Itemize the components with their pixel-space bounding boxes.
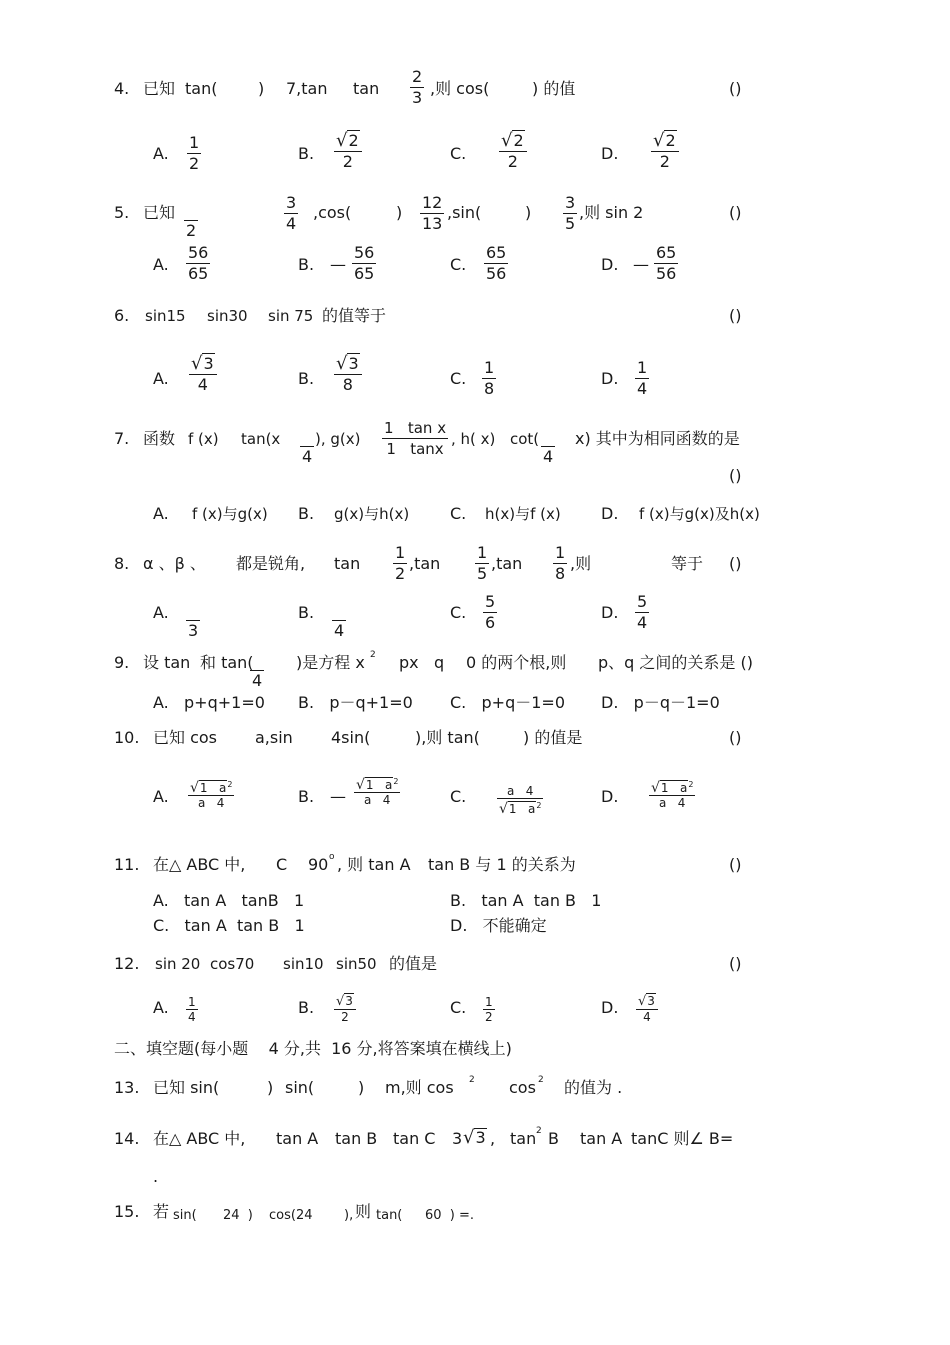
section-heading: 二、填空题(每小题 4 分,共 16 分,将答案填在横线上)	[114, 1039, 512, 1058]
q7-fraction: 4	[302, 447, 313, 466]
q5-fraction: 3 4	[286, 193, 297, 233]
option-b-label: B.	[298, 255, 315, 274]
q15-number: 15.	[114, 1202, 140, 1221]
q10-number: 10.	[114, 728, 140, 747]
q15-stem: 则	[355, 1202, 372, 1221]
option-b-fraction: √3 2	[334, 993, 356, 1024]
option-a-label: A.	[153, 504, 169, 523]
option-d-text: f (x)与g(x)及h(x)	[639, 505, 760, 523]
option-c-label: C.	[450, 998, 467, 1017]
option-a-fraction: 1 4	[188, 995, 196, 1024]
q7-stem: tan(x	[241, 430, 281, 448]
option-a-label: A.	[153, 603, 169, 622]
option-a-fraction: 1 2	[189, 133, 200, 173]
q9-stem: p、q 之间的关系是 ()	[598, 653, 753, 672]
q4-stem: 已知	[143, 79, 176, 98]
answer-parentheses: ()	[729, 203, 742, 222]
q4-stem: tan	[353, 79, 380, 98]
option-a-label: A.	[153, 787, 169, 806]
q4-stem: )	[258, 79, 265, 98]
option-d-label: D.	[601, 998, 619, 1017]
q9-stem: q	[434, 653, 445, 672]
answer-parentheses: ()	[729, 954, 742, 973]
q7-stem: ), g(x)	[315, 430, 361, 448]
q13-stem: )	[358, 1078, 365, 1097]
option-d-fraction: √1 $a^2$ a 4	[651, 780, 694, 810]
q5-stem: ,sin(	[447, 203, 482, 222]
option-d-fraction: √2 2	[651, 130, 679, 172]
q10-stem: 已知 cos	[153, 728, 218, 747]
q13-stem: 的值为 .	[564, 1078, 623, 1097]
q15-stem: sin(	[173, 1208, 197, 1223]
option-c-fraction: √2 2	[499, 130, 527, 172]
option-c-text: C. tan A tan B 1	[153, 916, 305, 935]
q11-number: 11.	[114, 855, 140, 874]
q15-stem: cos(24	[269, 1208, 313, 1223]
q6-number: 6.	[114, 306, 130, 325]
answer-parentheses: ()	[729, 554, 742, 573]
q5-stem: ,则 sin 2	[579, 203, 644, 222]
q8-fraction: 1 2	[395, 543, 406, 583]
option-b-label: B.	[298, 144, 315, 163]
q5-stem: )	[396, 203, 403, 222]
q8-number: 8.	[114, 554, 130, 573]
q10-stem: ) 的值是	[523, 728, 583, 747]
answer-parentheses: ()	[729, 79, 742, 98]
option-a-fraction: √3 4	[189, 353, 217, 395]
q14-stem: tan C	[393, 1129, 436, 1148]
option-a-text: f (x)与g(x)	[192, 505, 268, 523]
q7-stem: , h( x)	[451, 430, 496, 448]
q7-number: 7.	[114, 429, 130, 448]
exponent: 2	[536, 1126, 542, 1136]
q4-stem: ) 的值	[532, 79, 576, 98]
q5-stem: )	[525, 203, 532, 222]
option-b-fraction: √1 $a^2$ a 4	[356, 777, 399, 807]
answer-blank-dot: .	[153, 1167, 159, 1186]
q13-stem: cos	[509, 1078, 536, 1097]
q14-number: 14.	[114, 1129, 140, 1148]
q13-stem: sin(	[285, 1078, 315, 1097]
option-a-fraction: 3	[188, 621, 199, 640]
q5-fraction: 12 13	[422, 193, 443, 233]
q4-stem: ,则 cos(	[430, 79, 490, 98]
option-c-fraction: 1 8	[484, 358, 495, 398]
option-a-text: A. tan A tanB 1	[153, 891, 305, 910]
q4-number: 4.	[114, 79, 130, 98]
option-c-fraction: 1 2	[485, 995, 493, 1024]
option-d-label: D.	[601, 603, 619, 622]
q12-stem: sin50	[336, 955, 377, 973]
q5-fraction: 3 5	[565, 193, 576, 233]
q14-stem: tan	[510, 1129, 537, 1148]
q5-fraction: 2	[186, 221, 197, 240]
q13-stem: )	[267, 1078, 274, 1097]
option-c-label: C.	[450, 504, 467, 523]
q5-number: 5.	[114, 203, 130, 222]
q12-stem: sin10	[283, 955, 324, 973]
option-c-label: C.	[450, 255, 467, 274]
q8-stem: tan	[334, 554, 361, 573]
option-a-label: A.	[153, 144, 169, 163]
q15-stem: 24 )	[223, 1208, 253, 1223]
option-d-sign: —	[633, 255, 649, 274]
option-b-text: g(x)与h(x)	[334, 505, 410, 523]
option-b-fraction: 4	[334, 621, 345, 640]
answer-parentheses: ()	[729, 466, 742, 485]
q4-stem: 7,tan	[286, 79, 328, 98]
option-c-label: C.	[450, 369, 467, 388]
q15-stem: tan(	[376, 1208, 403, 1223]
q5-stem: ,cos(	[313, 203, 352, 222]
q8-stem: ,tan	[409, 554, 441, 573]
q13-stem: 已知 sin(	[153, 1078, 220, 1097]
option-d-text: D. 不能确定	[450, 916, 547, 935]
q12-number: 12.	[114, 954, 140, 973]
q9-fraction: 4	[252, 671, 263, 690]
option-b-label: B.	[298, 998, 315, 1017]
option-c-fraction: a 4 √1 $a^2$	[499, 784, 542, 817]
q7-fraction: 4	[543, 447, 554, 466]
q6-stem: sin15	[145, 307, 186, 325]
option-a-text: A. p+q+1=0	[153, 693, 265, 712]
q14-radical: √3	[463, 1127, 486, 1148]
q9-stem: 0 的两个根,则	[466, 653, 567, 672]
option-b-fraction: 56 65	[354, 243, 375, 283]
q8-fraction: 1 8	[555, 543, 566, 583]
option-b-sign: —	[330, 787, 346, 806]
answer-parentheses: ()	[729, 306, 742, 325]
option-b-fraction: √3 8	[334, 353, 362, 395]
q8-stem: ,tan	[491, 554, 523, 573]
option-c-text: h(x)与f (x)	[485, 505, 561, 523]
q12-stem: 的值是	[389, 954, 438, 973]
q8-stem: 都是锐角,	[236, 554, 306, 573]
q6-stem: sin 75	[268, 307, 314, 325]
answer-parentheses: ()	[729, 855, 742, 874]
q14-stem: 3	[452, 1129, 463, 1148]
q12-stem: sin 20	[155, 955, 201, 973]
q9-number: 9.	[114, 653, 130, 672]
option-c-label: C.	[450, 603, 467, 622]
q10-stem: a,sin	[255, 728, 293, 747]
q13-stem: m,则 cos	[385, 1078, 454, 1097]
option-d-fraction: 1 4	[637, 358, 648, 398]
option-b-fraction: √2 2	[334, 130, 362, 172]
q14-stem: B	[548, 1129, 559, 1148]
q11-stem: tan B 与 1 的关系为	[428, 855, 576, 874]
q11-stem: 90	[308, 855, 329, 874]
option-c-label: C.	[450, 144, 467, 163]
option-d-text: D. p－q－1=0	[601, 693, 720, 712]
q7-fraction: 1 tan x 1 tanx	[384, 419, 447, 458]
option-b-label: B.	[298, 504, 315, 523]
q6-stem: sin30	[207, 307, 248, 325]
option-d-label: D.	[601, 255, 619, 274]
option-c-fraction: 5 6	[485, 592, 496, 632]
q4-stem: tan(	[185, 79, 218, 98]
q10-stem: 4sin(	[331, 728, 371, 747]
option-d-label: D.	[601, 787, 619, 806]
option-d-label: D.	[601, 504, 619, 523]
q8-stem: ,则	[570, 554, 592, 573]
option-d-label: D.	[601, 144, 619, 163]
exponent: 2	[370, 650, 376, 660]
q14-stem: tanC 则∠ B=	[631, 1129, 734, 1148]
option-b-label: B.	[298, 603, 315, 622]
exponent: 2	[469, 1075, 475, 1085]
option-b-text: B. tan A tan B 1	[450, 891, 602, 910]
q9-stem: 设 tan	[143, 653, 191, 672]
answer-parentheses: ()	[729, 728, 742, 747]
q9-stem: 和 tan(	[200, 653, 254, 672]
option-a-fraction: 56 65	[188, 243, 209, 283]
option-c-label: C.	[450, 787, 467, 806]
q15-stem: 若	[153, 1202, 170, 1221]
q14-stem: 在△ ABC 中,	[153, 1129, 246, 1148]
q7-stem: x) 其中为相同函数的是	[575, 429, 740, 448]
option-b-text: B. p－q+1=0	[298, 693, 413, 712]
option-d-label: D.	[601, 369, 619, 388]
q7-stem: 函数	[143, 429, 176, 448]
q9-stem: )是方程 x	[296, 653, 365, 672]
option-a-label: A.	[153, 255, 169, 274]
option-d-fraction: 5 4	[637, 592, 648, 632]
option-c-fraction: 65 56	[486, 243, 507, 283]
q15-stem: ),	[344, 1208, 354, 1223]
q11-stem: C	[276, 855, 288, 874]
q14-stem: ,	[490, 1129, 496, 1148]
option-d-fraction: √3 4	[636, 993, 658, 1024]
option-b-sign: —	[330, 255, 346, 274]
option-d-fraction: 65 56	[656, 243, 677, 283]
option-c-text: C. p+q－1=0	[450, 693, 566, 712]
q6-stem: 的值等于	[322, 306, 387, 325]
option-a-fraction: √1 $a^2$ a 4	[190, 780, 233, 810]
q14-stem: tan A	[276, 1129, 319, 1148]
q5-stem: 已知	[143, 203, 176, 222]
q13-number: 13.	[114, 1078, 140, 1097]
q11-stem: , 则 tan A	[337, 855, 411, 874]
q8-fraction: 1 5	[477, 543, 488, 583]
q9-stem: px	[399, 653, 419, 672]
degree-sign: o	[329, 852, 335, 862]
q14-stem: tan A	[580, 1129, 623, 1148]
option-a-label: A.	[153, 369, 169, 388]
q8-stem: α 、β 、	[143, 554, 206, 573]
q12-stem: cos70	[210, 955, 255, 973]
q11-stem: 在△ ABC 中,	[153, 855, 246, 874]
option-b-label: B.	[298, 787, 315, 806]
q8-stem: 等于	[671, 554, 704, 573]
q7-stem: cot(	[510, 430, 540, 448]
q4-fraction: 2 3	[412, 67, 423, 107]
option-a-label: A.	[153, 998, 169, 1017]
q15-stem: 60 ) =.	[425, 1208, 475, 1223]
option-b-label: B.	[298, 369, 315, 388]
q14-stem: tan B	[335, 1129, 378, 1148]
exponent: 2	[538, 1075, 544, 1085]
q7-stem: f (x)	[188, 430, 219, 448]
q10-stem: ),则 tan(	[415, 728, 480, 747]
